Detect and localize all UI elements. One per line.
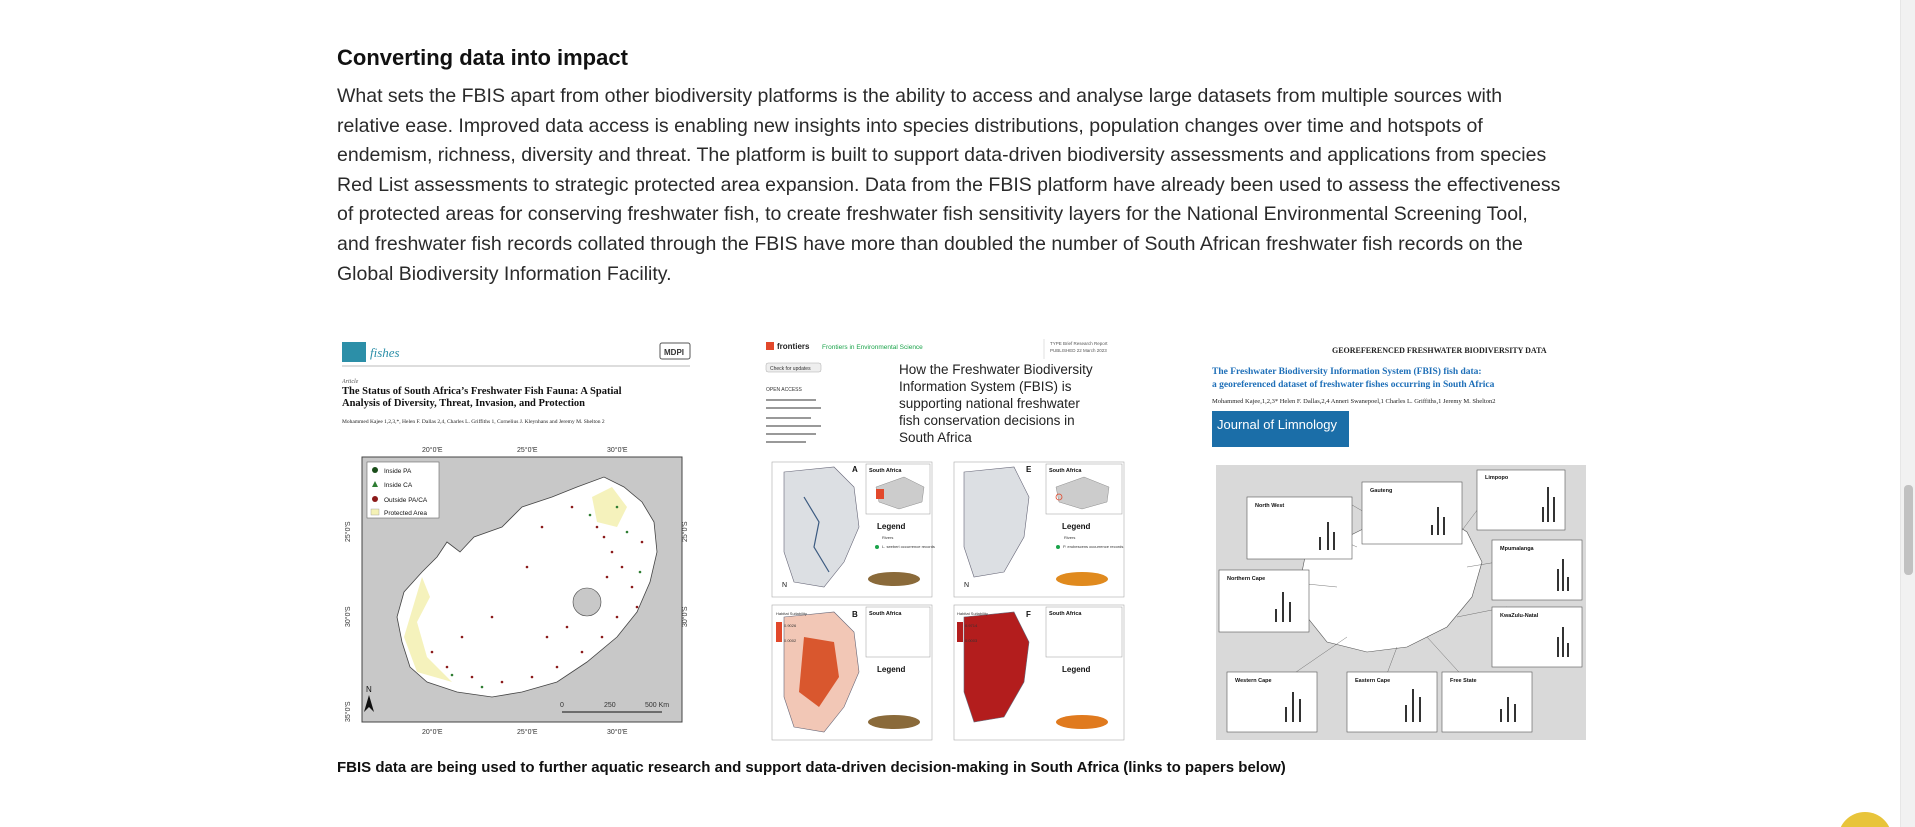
- svg-text:OPEN ACCESS: OPEN ACCESS: [766, 387, 802, 393]
- svg-text:Frontiers in Environmental Sci: Frontiers in Environmental Science: [822, 344, 923, 351]
- svg-text:500 Km: 500 Km: [645, 702, 670, 709]
- svg-text:0.0002: 0.0002: [784, 638, 797, 643]
- svg-text:Article: Article: [342, 379, 359, 385]
- svg-text:25°0'E: 25°0'E: [517, 447, 538, 454]
- svg-text:30°0'S: 30°0'S: [682, 606, 689, 627]
- svg-text:TYPE Brief Research Report: TYPE Brief Research Report: [1050, 341, 1108, 346]
- svg-text:25°0'S: 25°0'S: [345, 521, 352, 542]
- svg-text:0: 0: [560, 702, 564, 709]
- fishes-journal: fishes: [370, 345, 400, 360]
- fishes-logo-icon: [342, 342, 366, 362]
- svg-text:Legend: Legend: [877, 522, 906, 531]
- svg-text:B: B: [852, 610, 858, 619]
- svg-text:0.9026: 0.9026: [784, 623, 797, 628]
- svg-text:30°0'E: 30°0'E: [607, 729, 628, 736]
- svg-text:South Africa: South Africa: [899, 430, 972, 445]
- svg-text:E: E: [1026, 465, 1032, 474]
- svg-text:Rivers: Rivers: [1064, 535, 1076, 540]
- svg-text:30°0'S: 30°0'S: [345, 606, 352, 627]
- svg-text:0.9714: 0.9714: [965, 623, 978, 628]
- frontiers-logo-icon: [766, 342, 774, 350]
- svg-text:North West: North West: [1255, 503, 1285, 509]
- svg-text:Outside PA/CA: Outside PA/CA: [384, 497, 428, 504]
- figure-caption: FBIS data are being used to further aquatic research and support data-driven decision-making in South Africa (links to papers below): [337, 759, 1286, 776]
- svg-text:35°0'S: 35°0'S: [345, 701, 352, 722]
- paper-frontiers-thumbnail[interactable]: [764, 337, 1129, 742]
- mdpi-publisher: MDPI: [664, 348, 684, 357]
- svg-text:Rivers: Rivers: [882, 535, 894, 540]
- svg-text:0.0003: 0.0003: [965, 638, 978, 643]
- svg-text:Inside CA: Inside CA: [384, 482, 413, 489]
- svg-text:South Africa: South Africa: [1049, 611, 1082, 617]
- svg-text:30°0'E: 30°0'E: [607, 447, 628, 454]
- section-heading: Converting data into impact: [337, 45, 628, 70]
- svg-text:Legend: Legend: [877, 665, 906, 674]
- svg-text:N: N: [366, 685, 372, 694]
- svg-text:The Freshwater Biodiversity In: The Freshwater Biodiversity Information System (FBIS) fish data:: [1212, 367, 1482, 377]
- paper-fishes-image: [342, 337, 694, 737]
- svg-text:20°0'E: 20°0'E: [422, 447, 443, 454]
- svg-text:South Africa: South Africa: [869, 611, 902, 617]
- svg-text:N: N: [782, 582, 788, 589]
- svg-text:Legend: Legend: [1062, 665, 1091, 674]
- page-scrollbar[interactable]: [1900, 0, 1915, 827]
- svg-text:Western Cape: Western Cape: [1235, 678, 1272, 684]
- paper-limnology-thumbnail[interactable]: [1207, 337, 1597, 742]
- svg-text:Mpumalanga: Mpumalanga: [1500, 546, 1534, 552]
- section-body: What sets the FBIS apart from other biodiversity platforms is the ability to access and analyse large datasets from multiple sources with relative ease. Improved data access is enabling new insights into species distributions, population changes over time and hotspots of endemism, richness, diversity and threat. The platform is built to support data-driven biodiversity assessments and applications from species Red List assessments to strategic protected area expansion. Data from the FBIS platform have already been used to assess the effectiveness of protected areas for conserving freshwater fish, to create freshwater fish sensitivity layers for the National Environmental Screening Tool, and freshwater fish records collated through the FBIS have more than doubled the number of South African freshwater fish records on the Global Biodiversity Information Facility.: [337, 85, 1561, 285]
- papers-figure: [337, 337, 1597, 747]
- svg-text:L. seeberi occurrence records: L. seeberi occurrence records: [882, 544, 935, 549]
- svg-text:Limpopo: Limpopo: [1485, 475, 1509, 481]
- svg-text:South Africa: South Africa: [1049, 468, 1082, 474]
- svg-text:How the Freshwater Biodiversit: How the Freshwater Biodiversity: [899, 362, 1093, 377]
- svg-text:N: N: [964, 582, 970, 589]
- paper-frontiers-image: [764, 337, 1129, 742]
- article-section: [337, 42, 1561, 289]
- svg-text:Information System (FBIS) is: Information System (FBIS) is: [899, 379, 1072, 394]
- scrollbar-thumb[interactable]: [1904, 485, 1913, 575]
- paper-limnology-image: [1207, 337, 1597, 742]
- svg-text:Inside PA: Inside PA: [384, 468, 412, 475]
- svg-text:Gauteng: Gauteng: [1370, 488, 1393, 494]
- svg-text:Habitat Suitability: Habitat Suitability: [957, 611, 988, 616]
- svg-text:GEOREFERENCED FRESHWATER BIODI: GEOREFERENCED FRESHWATER BIODIVERSITY DATA: [1332, 346, 1547, 355]
- svg-text:Northern Cape: Northern Cape: [1227, 576, 1266, 582]
- svg-text:South Africa: South Africa: [869, 468, 902, 474]
- svg-text:KwaZulu-Natal: KwaZulu-Natal: [1500, 613, 1539, 619]
- svg-text:supporting national freshwater: supporting national freshwater: [899, 396, 1080, 411]
- svg-text:25°0'S: 25°0'S: [682, 521, 689, 542]
- svg-text:Analysis of Diversity, Threat,: Analysis of Diversity, Threat, Invasion, and Protection: [342, 398, 585, 409]
- svg-text:A: A: [852, 465, 858, 474]
- svg-text:P. erubescens occurrence recor: P. erubescens occurrence records: [1063, 544, 1124, 549]
- svg-text:a georeferenced dataset of fre: a georeferenced dataset of freshwater fishes occurring in South Africa: [1212, 380, 1495, 390]
- svg-text:Mohammed Kajee,1,2,3* Helen F.: Mohammed Kajee,1,2,3* Helen F. Dallas,2,4 Anneri Swanepoel,1 Charles L. Griffiths,1 Jeremy M. Shelton2: [1212, 398, 1496, 405]
- paper-fishes-thumbnail[interactable]: [342, 337, 694, 737]
- svg-text:frontiers: frontiers: [777, 342, 810, 351]
- svg-text:250: 250: [604, 702, 616, 709]
- svg-text:Check for updates: Check for updates: [770, 366, 811, 372]
- svg-text:Journal of Limnology: Journal of Limnology: [1217, 417, 1337, 432]
- svg-text:Mohammed Kajee 1,2,3,*, Helen: Mohammed Kajee 1,2,3,*, Helen F. Dallas 2,4, Charles L. Griffiths 1, Cornelius J. Kleynhans and Jeremy M. Shelton 2: [342, 419, 605, 425]
- svg-text:fish conservation decisions in: fish conservation decisions in: [899, 413, 1075, 428]
- floating-action-button[interactable]: [1838, 812, 1892, 827]
- svg-text:20°0'E: 20°0'E: [422, 729, 443, 736]
- svg-text:Habitat Suitability: Habitat Suitability: [776, 611, 807, 616]
- svg-text:Protected Area: Protected Area: [384, 510, 427, 517]
- svg-text:Free State: Free State: [1450, 678, 1477, 684]
- svg-text:Eastern Cape: Eastern Cape: [1355, 678, 1391, 684]
- svg-text:PUBLISHED 22 March 2023: PUBLISHED 22 March 2023: [1050, 348, 1107, 353]
- svg-text:25°0'E: 25°0'E: [517, 729, 538, 736]
- svg-text:F: F: [1026, 610, 1031, 619]
- svg-text:Legend: Legend: [1062, 522, 1091, 531]
- svg-text:The Status of South Africa’s F: The Status of South Africa’s Freshwater Fish Fauna: A Spatial: [342, 386, 622, 397]
